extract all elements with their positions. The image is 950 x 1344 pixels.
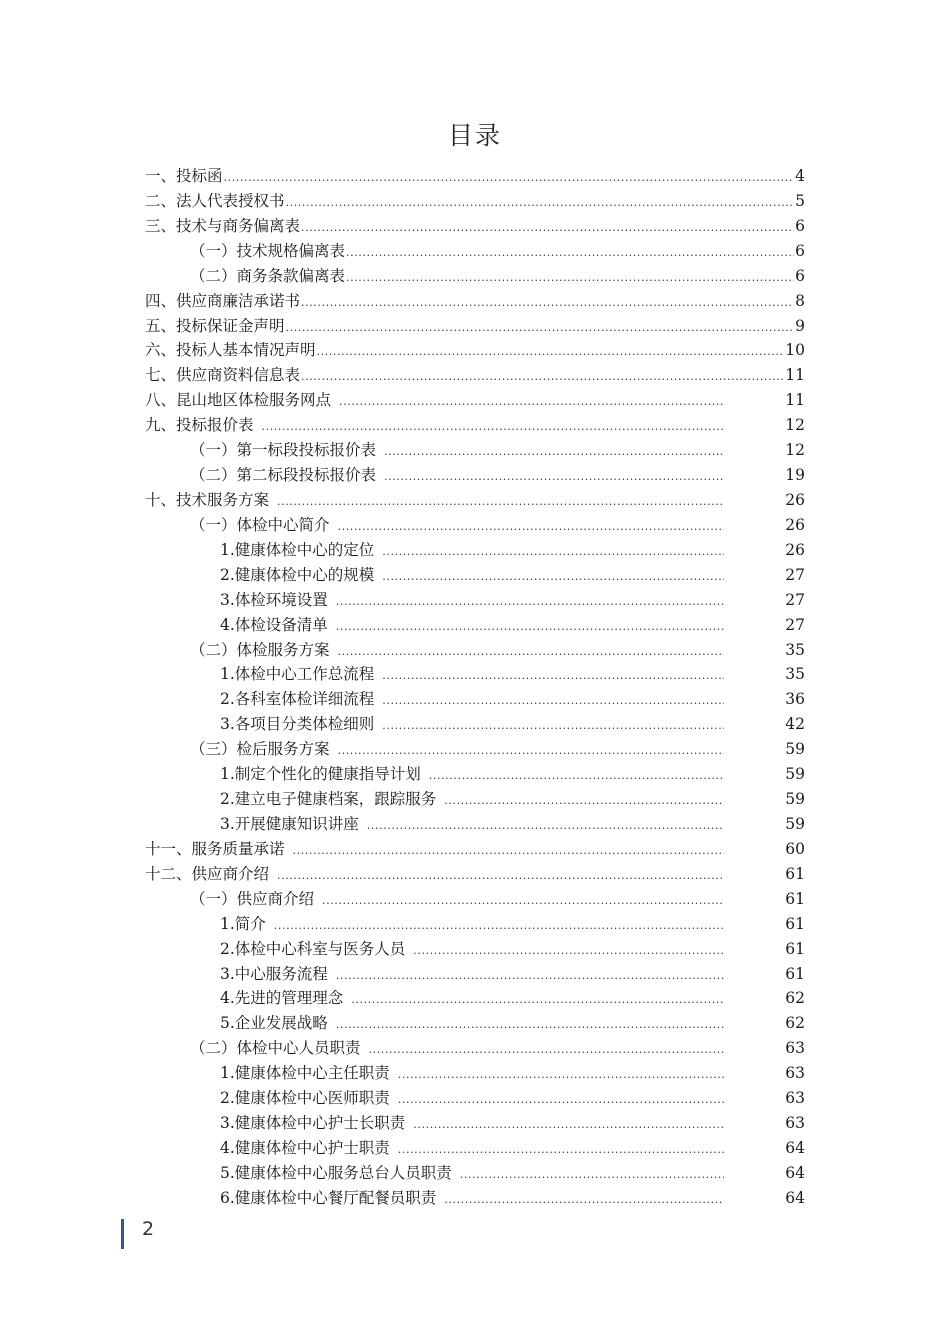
toc-entry-line — [145, 289, 805, 314]
toc-page-number: 11 — [785, 391, 805, 410]
toc-entry-line — [145, 488, 725, 513]
toc-dot-leader — [444, 1186, 724, 1211]
toc-page-number: 12 — [785, 416, 805, 435]
toc-entry[interactable] — [0, 289, 950, 314]
toc-dot-leader — [382, 538, 724, 563]
toc-page-number: 6 — [795, 266, 805, 285]
toc-entry-label: 七、供应商资料信息表 — [145, 366, 301, 385]
toc-page-number: 61 — [785, 914, 805, 933]
toc-entry-label: 2.健康体检中心的规模 — [220, 565, 375, 584]
toc-entry-label: 八、昆山地区体检服务网点 — [145, 391, 332, 410]
toc-entry-line — [220, 1136, 725, 1161]
toc-entry-line — [220, 812, 725, 837]
toc-dot-leader — [336, 588, 724, 613]
toc-page-number: 6 — [795, 216, 805, 235]
toc-entry-line — [190, 264, 805, 289]
toc-entry[interactable] — [0, 986, 950, 1011]
toc-dot-leader — [351, 986, 724, 1011]
toc-entry[interactable] — [0, 687, 950, 712]
toc-entry-label: 4.先进的管理理念 — [220, 989, 344, 1008]
footer-page-number: 2 — [142, 1218, 155, 1240]
toc-entry-label: 3.健康体检中心护士长职责 — [220, 1114, 406, 1133]
toc-page-number: 26 — [785, 490, 805, 509]
page-title: 目录 — [447, 121, 502, 150]
toc-entry-line — [190, 1036, 725, 1061]
toc-entry-line — [145, 314, 805, 339]
toc-entry-label: 十、技术服务方案 — [145, 490, 270, 509]
toc-entry-line — [145, 214, 805, 239]
toc-dot-leader — [367, 812, 724, 837]
toc-page-number: 4 — [795, 167, 805, 185]
toc-entry-line — [190, 887, 725, 912]
toc-page-number: 26 — [785, 540, 805, 559]
toc-entry[interactable] — [0, 613, 950, 638]
toc-entry-label: 2.建立电子健康档案，跟踪服务 — [220, 790, 437, 809]
toc-dot-leader — [460, 1161, 724, 1186]
toc-page-number: 64 — [785, 1188, 805, 1207]
toc-dot-leader — [398, 1136, 724, 1161]
toc-dot-leader — [336, 613, 724, 638]
toc-dot-leader — [398, 1061, 724, 1086]
toc-entry-line — [220, 563, 725, 588]
toc-entry-label: 3.开展健康知识讲座 — [220, 814, 359, 833]
toc-page-number: 12 — [785, 441, 805, 460]
toc-entry[interactable] — [0, 638, 950, 663]
toc-dot-leader — [274, 912, 724, 937]
toc-entry[interactable] — [0, 1011, 950, 1036]
toc-entry[interactable] — [0, 837, 950, 862]
toc-dot-leader — [346, 264, 794, 289]
toc-entry[interactable] — [0, 488, 950, 513]
toc-dot-leader — [286, 314, 795, 339]
toc-page-number: 59 — [785, 790, 805, 809]
toc-entry-label: 2.各科室体检详细流程 — [220, 690, 375, 709]
toc-entry-label: 3.各项目分类体检细则 — [220, 715, 375, 734]
toc-dot-leader — [301, 214, 794, 239]
toc-entry-label: 六、投标人基本情况声明 — [145, 341, 316, 360]
toc-page-number: 42 — [785, 715, 805, 734]
toc-entry-label: （二）体检服务方案 — [190, 640, 330, 659]
toc-page-number: 61 — [785, 939, 805, 958]
toc-entry-line — [220, 1011, 725, 1036]
toc-entry[interactable] — [0, 588, 950, 613]
toc-entry-line — [220, 712, 725, 737]
toc-dot-leader — [317, 338, 785, 363]
toc-entry-label: （二）第二标段投标报价表 — [190, 466, 377, 485]
toc-dot-leader — [382, 662, 724, 687]
toc-page-number: 59 — [785, 765, 805, 784]
toc-dot-leader — [262, 413, 724, 438]
toc-entry[interactable] — [0, 1111, 950, 1136]
toc-page-number: 61 — [785, 864, 805, 883]
toc-entry[interactable] — [0, 937, 950, 962]
toc-page-number: 36 — [785, 690, 805, 709]
toc-entry-label: 4.健康体检中心护士职责 — [220, 1138, 390, 1157]
toc-entry-label: （二）体检中心人员职责 — [190, 1039, 361, 1058]
toc-dot-leader — [384, 463, 724, 488]
toc-entry-line — [145, 164, 805, 189]
toc-entry-label: 1.制定个性化的健康指导计划 — [220, 765, 421, 784]
toc-page-number: 10 — [785, 341, 805, 360]
toc-entry-line — [190, 438, 725, 463]
toc-entry[interactable] — [0, 712, 950, 737]
toc-page-number: 27 — [785, 565, 805, 584]
toc-page-number: 61 — [785, 889, 805, 908]
toc-page-number: 27 — [785, 615, 805, 634]
toc-entry-line — [190, 638, 725, 663]
toc-page-number: 27 — [785, 590, 805, 609]
toc-entry[interactable] — [0, 463, 950, 488]
toc-entry[interactable] — [0, 862, 950, 887]
toc-entry-line — [145, 862, 725, 887]
toc-page-number: 61 — [785, 964, 805, 983]
toc-entry[interactable] — [0, 737, 950, 762]
toc-entry-line — [220, 787, 725, 812]
table-of-contents — [0, 164, 950, 1211]
toc-entry-line — [220, 1061, 725, 1086]
toc-entry-label: 二、法人代表授权书 — [145, 191, 285, 210]
toc-page-number: 64 — [785, 1138, 805, 1157]
toc-page-number: 59 — [785, 814, 805, 833]
toc-entry-label: （二）商务条款偏离表 — [190, 266, 346, 285]
toc-entry[interactable] — [0, 762, 950, 787]
toc-entry-label: 3.体检环境设置 — [220, 590, 328, 609]
toc-entry-label: 一、投标函 — [145, 167, 223, 185]
toc-entry[interactable] — [0, 1186, 950, 1211]
toc-entry[interactable] — [0, 662, 950, 687]
toc-entry-line — [145, 413, 725, 438]
toc-entry-label: 三、技术与商务偏离表 — [145, 216, 301, 235]
toc-entry-label: （一）供应商介绍 — [190, 889, 315, 908]
toc-entry-label: 4.体检设备清单 — [220, 615, 328, 634]
toc-page-number: 26 — [785, 515, 805, 534]
toc-entry-label: （一）技术规格偏离表 — [190, 241, 346, 260]
toc-dot-leader — [338, 638, 724, 663]
toc-entry[interactable] — [0, 962, 950, 987]
toc-entry-line — [220, 613, 725, 638]
toc-entry-line — [145, 363, 805, 388]
toc-entry-line — [220, 912, 725, 937]
toc-entry-line — [220, 962, 725, 987]
toc-dot-leader — [293, 837, 724, 862]
toc-entry[interactable] — [0, 338, 950, 363]
toc-entry-label: 1.健康体检中心的定位 — [220, 540, 375, 559]
toc-dot-leader — [382, 712, 724, 737]
toc-entry-label: （一）体检中心简介 — [190, 515, 330, 534]
toc-page-number: 11 — [785, 366, 805, 385]
toc-entry-label: 1.健康体检中心主任职责 — [220, 1064, 390, 1083]
toc-entry[interactable] — [0, 264, 950, 289]
toc-page-number: 63 — [785, 1089, 805, 1108]
toc-entry-line — [220, 1186, 725, 1211]
toc-page-number: 63 — [785, 1064, 805, 1083]
toc-entry-label: 6.健康体检中心餐厅配餐员职责 — [220, 1188, 437, 1207]
toc-dot-leader — [338, 513, 724, 538]
toc-page-number: 8 — [795, 291, 805, 310]
toc-page-number: 19 — [785, 466, 805, 485]
toc-dot-leader — [336, 1011, 724, 1036]
toc-entry-label: 5.企业发展战略 — [220, 1014, 328, 1033]
toc-entry-label: 2.健康体检中心医师职责 — [220, 1089, 390, 1108]
toc-dot-leader — [336, 962, 724, 987]
toc-entry-label: 四、供应商廉洁承诺书 — [145, 291, 301, 310]
toc-dot-leader — [382, 563, 724, 588]
toc-dot-leader — [286, 189, 795, 214]
toc-entry[interactable] — [0, 388, 950, 413]
toc-entry-line — [220, 986, 725, 1011]
toc-entry[interactable] — [0, 239, 950, 264]
toc-dot-leader — [224, 164, 795, 189]
toc-entry-label: （三）检后服务方案 — [190, 740, 330, 759]
toc-page-number: 63 — [785, 1114, 805, 1133]
toc-page-number: 62 — [785, 1014, 805, 1033]
toc-entry-label: （一）第一标段投标报价表 — [190, 441, 377, 460]
toc-entry-label: 九、投标报价表 — [145, 416, 254, 435]
toc-dot-leader — [338, 737, 724, 762]
toc-entry-line — [220, 762, 725, 787]
toc-dot-leader — [398, 1086, 724, 1111]
toc-entry[interactable] — [0, 563, 950, 588]
toc-entry-line — [220, 588, 725, 613]
toc-page-number: 6 — [795, 241, 805, 260]
toc-dot-leader — [369, 1036, 724, 1061]
toc-entry[interactable] — [0, 1086, 950, 1111]
toc-entry-line — [190, 513, 725, 538]
toc-entry-line — [220, 662, 725, 687]
toc-entry-line — [220, 538, 725, 563]
toc-entry[interactable] — [0, 189, 950, 214]
toc-entry-line — [220, 937, 725, 962]
toc-entry[interactable] — [0, 314, 950, 339]
toc-dot-leader — [277, 488, 724, 513]
toc-entry[interactable] — [0, 1161, 950, 1186]
toc-entry-label: 5.健康体检中心服务总台人员职责 — [220, 1163, 452, 1182]
toc-entry[interactable] — [0, 1136, 950, 1161]
toc-entry-label: 3.中心服务流程 — [220, 964, 328, 983]
toc-entry[interactable] — [0, 1061, 950, 1086]
toc-entry-line — [145, 837, 725, 862]
toc-dot-leader — [429, 762, 724, 787]
toc-dot-leader — [277, 862, 724, 887]
toc-entry[interactable] — [0, 787, 950, 812]
toc-entry-label: 五、投标保证金声明 — [145, 316, 285, 335]
toc-page-number: 5 — [795, 191, 805, 210]
toc-entry[interactable] — [0, 413, 950, 438]
toc-page-number: 62 — [785, 989, 805, 1008]
toc-entry-line — [145, 189, 805, 214]
toc-entry-line — [145, 388, 725, 413]
toc-dot-leader — [444, 787, 724, 812]
toc-entry[interactable] — [0, 538, 950, 563]
toc-entry[interactable] — [0, 887, 950, 912]
toc-dot-leader — [384, 438, 724, 463]
toc-page-number: 35 — [785, 640, 805, 659]
toc-page-number: 35 — [785, 665, 805, 684]
toc-entry[interactable] — [0, 1036, 950, 1061]
toc-entry[interactable] — [0, 164, 950, 189]
footer-accent-bar — [121, 1219, 124, 1249]
toc-page-number: 60 — [785, 839, 805, 858]
toc-entry-label: 1.简介 — [220, 914, 266, 933]
toc-page-number: 64 — [785, 1163, 805, 1182]
toc-entry-label: 1.体检中心工作总流程 — [220, 665, 375, 684]
toc-entry-line — [220, 687, 725, 712]
toc-entry-label: 十一、服务质量承诺 — [145, 839, 285, 858]
toc-entry-line — [220, 1111, 725, 1136]
toc-entry[interactable] — [0, 513, 950, 538]
toc-dot-leader — [339, 388, 724, 413]
toc-entry-line — [190, 463, 725, 488]
toc-entry-label: 2.体检中心科室与医务人员 — [220, 939, 406, 958]
toc-dot-leader — [413, 1111, 724, 1136]
toc-entry-line — [220, 1086, 725, 1111]
toc-page-number: 59 — [785, 740, 805, 759]
toc-entry[interactable] — [0, 214, 950, 239]
toc-entry-line — [145, 338, 805, 363]
toc-dot-leader — [413, 937, 724, 962]
toc-entry-line — [190, 737, 725, 762]
toc-page-number: 63 — [785, 1039, 805, 1058]
toc-entry-line — [190, 239, 805, 264]
toc-entry[interactable] — [0, 812, 950, 837]
toc-dot-leader — [382, 687, 724, 712]
toc-entry[interactable] — [0, 912, 950, 937]
toc-entry[interactable] — [0, 438, 950, 463]
toc-page-number: 9 — [795, 316, 805, 335]
toc-entry[interactable] — [0, 363, 950, 388]
toc-dot-leader — [301, 363, 784, 388]
toc-entry-label: 十二、供应商介绍 — [145, 864, 270, 883]
toc-dot-leader — [346, 239, 794, 264]
toc-entry-line — [220, 1161, 725, 1186]
toc-dot-leader — [301, 289, 794, 314]
toc-dot-leader — [322, 887, 724, 912]
